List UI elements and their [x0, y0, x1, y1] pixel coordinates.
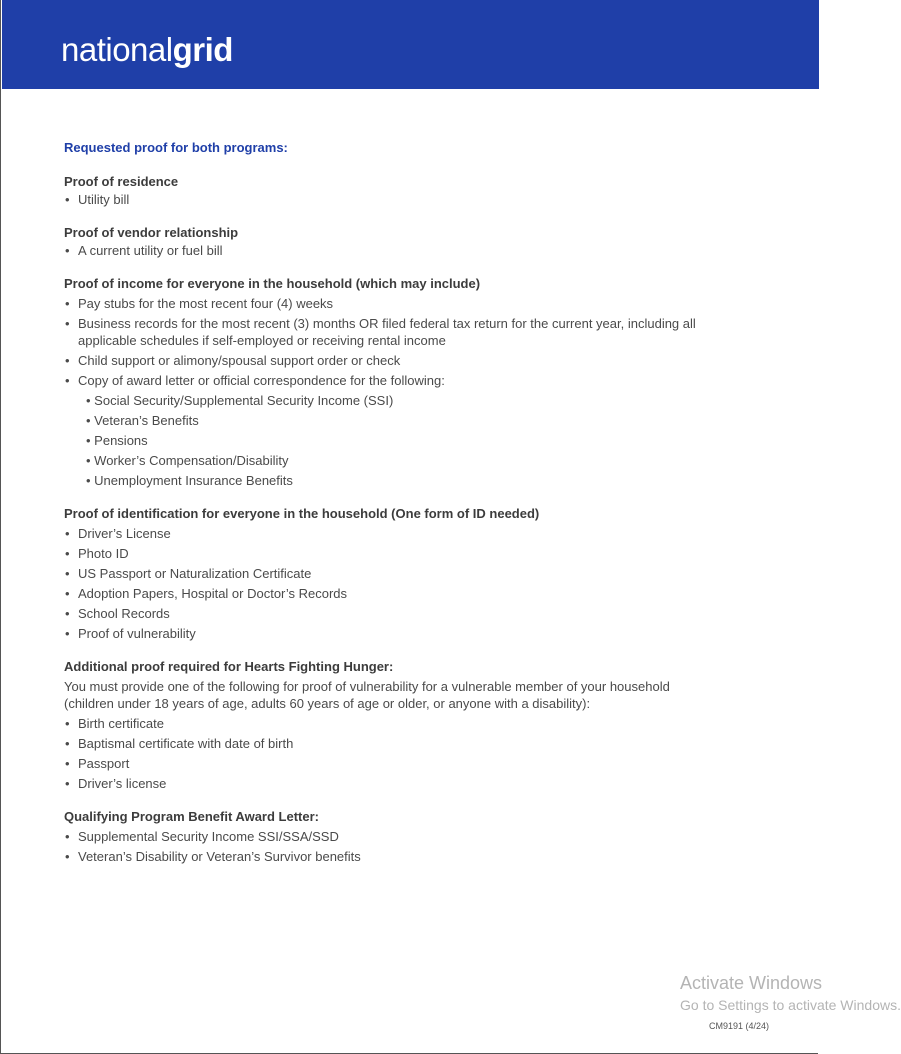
- list-item: • Proof of vulnerability: [64, 625, 704, 642]
- list-item: • Supplemental Security Income SSI/SSA/SSD: [64, 828, 704, 845]
- section-title: Additional proof required for Hearts Fighting Hunger:: [64, 659, 394, 674]
- sub-list-item: • Pensions: [86, 432, 704, 449]
- section-vendor-relationship: [64, 224, 704, 259]
- section-income: [64, 275, 704, 489]
- list-item: • Adoption Papers, Hospital or Doctor’s Records: [64, 585, 704, 602]
- section-title: Qualifying Program Benefit Award Letter:: [64, 809, 319, 824]
- list-item: • US Passport or Naturalization Certificate: [64, 565, 704, 582]
- list-item: • A current utility or fuel bill: [64, 242, 704, 259]
- bullet-list: [64, 191, 704, 208]
- sub-list-item: • Unemployment Insurance Benefits: [86, 472, 704, 489]
- list-item: • Veteran’s Disability or Veteran’s Survivor benefits: [64, 848, 704, 865]
- document-content: [64, 139, 704, 881]
- sub-list-item: • Veteran’s Benefits: [86, 412, 704, 429]
- section-title: Proof of income for everyone in the household (which may include): [64, 276, 481, 291]
- section-title: Proof of identification for everyone in the household (One form of ID needed): [64, 506, 540, 521]
- intro-heading: Requested proof for both programs:: [64, 140, 288, 155]
- sub-bullet-list: [86, 392, 704, 489]
- list-item: • Utility bill: [64, 191, 704, 208]
- list-item: • Pay stubs for the most recent four (4) weeks: [64, 295, 704, 312]
- list-item: • School Records: [64, 605, 704, 622]
- list-item: • Driver’s License: [64, 525, 704, 542]
- list-item: • Birth certificate: [64, 715, 704, 732]
- list-item-text: Copy of award letter or official correspondence for the following:: [78, 373, 445, 388]
- section-title: Proof of residence: [64, 174, 179, 189]
- list-item: [64, 372, 704, 489]
- bullet-list: [64, 295, 704, 489]
- bullet-list: [64, 525, 704, 642]
- list-item: • Child support or alimony/spousal support order or check: [64, 352, 704, 369]
- bullet-list: [64, 715, 704, 792]
- section-identification: [64, 505, 704, 642]
- list-item: • Driver’s license: [64, 775, 704, 792]
- section-title: Proof of vendor relationship: [64, 225, 239, 240]
- section-residence: [64, 173, 704, 208]
- list-item: • Passport: [64, 755, 704, 772]
- header-banner: [2, 0, 819, 89]
- list-item: • Baptismal certificate with date of birth: [64, 735, 704, 752]
- national-grid-logo: nationalgrid: [61, 31, 233, 68]
- section-qualifying-program: [64, 808, 704, 865]
- list-item: • Photo ID: [64, 545, 704, 562]
- sub-list-item: • Social Security/Supplemental Security Income (SSI): [86, 392, 704, 409]
- bullet-list: [64, 242, 704, 259]
- document-code: CM9191 (4/24): [709, 1021, 770, 1031]
- activate-windows-watermark: [680, 971, 901, 1015]
- list-item: • Business records for the most recent (3) months OR filed federal tax return for the current year, including all applicable schedules if self-employed or receiving rental income: [64, 315, 704, 349]
- watermark-title: Activate Windows: [680, 973, 823, 993]
- section-hearts-fighting-hunger: [64, 658, 704, 792]
- watermark-subtitle: Go to Settings to activate Windows.: [680, 997, 901, 1013]
- bullet-list: [64, 828, 704, 865]
- section-description: You must provide one of the following for proof of vulnerability for a vulnerable member of your household (children under 18 years of age, adults 60 years of age or older, or anyone with a disability):: [64, 679, 670, 711]
- sub-list-item: • Worker’s Compensation/Disability: [86, 452, 704, 469]
